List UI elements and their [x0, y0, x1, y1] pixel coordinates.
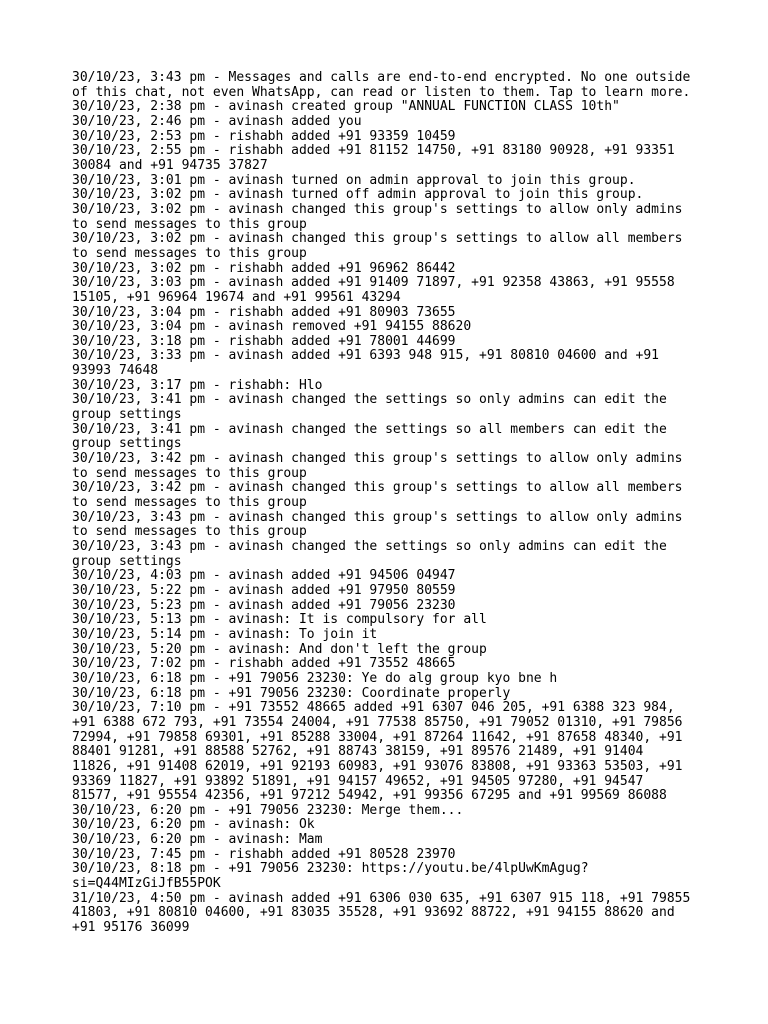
chat-line: 30/10/23, 3:02 pm - avinash turned off admin approval to join this group. [72, 187, 644, 203]
chat-line: 30/10/23, 3:01 pm - avinash turned on admin approval to join this group. [72, 172, 636, 188]
chat-line: 30/10/23, 6:18 pm - +91 79056 23230: Coordinate properly [72, 685, 511, 701]
chat-line: 30/10/23, 6:20 pm - +91 79056 23230: Merge them... [72, 802, 464, 818]
chat-line: 30/10/23, 3:02 pm - rishabh added +91 96962 86442 [72, 260, 456, 276]
chat-line: 30/10/23, 3:41 pm - avinash changed the settings so all members can edit the group settings [72, 421, 675, 452]
chat-line: 30/10/23, 6:20 pm - avinash: Mam [72, 832, 323, 848]
chat-line: 30/10/23, 3:02 pm - avinash changed this group's settings to allow only admins to send messages to this group [72, 201, 691, 232]
chat-export-log [72, 70, 699, 936]
chat-line: 30/10/23, 3:43 pm - avinash changed this group's settings to allow only admins to send messages to this group [72, 509, 691, 540]
chat-line: 30/10/23, 5:13 pm - avinash: It is compulsory for all [72, 612, 487, 628]
chat-line: 30/10/23, 2:46 pm - avinash added you [72, 113, 362, 129]
chat-line: 30/10/23, 6:18 pm - +91 79056 23230: Ye do alg group kyo bne h [72, 670, 558, 686]
chat-line: 30/10/23, 3:02 pm - avinash changed this group's settings to allow all members to send messages to this group [72, 231, 691, 261]
chat-line: 31/10/23, 4:50 pm - avinash added +91 6306 030 635, +91 6307 915 118, +91 79855 41803, +91 80810 04600, +91 83035 35528, +91 93692 88722, +91 94155 88620 and +91 95176 36099 [72, 890, 699, 936]
chat-line: 30/10/23, 2:53 pm - rishabh added +91 93359 10459 [72, 128, 456, 144]
chat-line: 30/10/23, 3:33 pm - avinash added +91 6393 948 915, +91 80810 04600 and +91 93993 74648 [72, 348, 667, 379]
chat-line: 30/10/23, 5:20 pm - avinash: And don't left the group [72, 641, 487, 657]
chat-line: 30/10/23, 3:42 pm - avinash changed this group's settings to allow all members to send messages to this group [72, 480, 691, 511]
chat-line: 30/10/23, 5:23 pm - avinash added +91 79056 23230 [72, 597, 456, 613]
chat-line: 30/10/23, 5:14 pm - avinash: To join it [72, 626, 378, 642]
chat-line: 30/10/23, 3:18 pm - rishabh added +91 78001 44699 [72, 333, 456, 349]
chat-line: 30/10/23, 8:18 pm - +91 79056 23230: https://youtu.be/4lpUwKmAgug?si=Q44MIzGiJfB55POK [72, 861, 589, 892]
chat-line: 30/10/23, 3:04 pm - avinash removed +91 94155 88620 [72, 319, 472, 335]
chat-line: 30/10/23, 7:45 pm - rishabh added +91 80528 23970 [72, 846, 456, 862]
chat-line: 30/10/23, 3:17 pm - rishabh: Hlo [72, 377, 323, 393]
chat-line: 30/10/23, 3:42 pm - avinash changed this group's settings to allow only admins to send messages to this group [72, 451, 691, 481]
chat-line: 30/10/23, 3:41 pm - avinash changed the settings so only admins can edit the group settings [72, 392, 675, 423]
chat-line: 30/10/23, 3:04 pm - rishabh added +91 80903 73655 [72, 304, 456, 320]
chat-line: 30/10/23, 6:20 pm - avinash: Ok [72, 817, 315, 833]
chat-line: 30/10/23, 3:43 pm - avinash changed the settings so only admins can edit the group settings [72, 539, 675, 569]
chat-line: 30/10/23, 3:43 pm - Messages and calls are end-to-end encrypted. No one outside of this chat, not even WhatsApp, can read or listen to them. Tap to learn more. [72, 70, 699, 100]
chat-line: 30/10/23, 2:38 pm - avinash created group "ANNUAL FUNCTION CLASS 10th" [72, 99, 620, 115]
chat-line: 30/10/23, 5:22 pm - avinash added +91 97950 80559 [72, 582, 456, 598]
chat-line: 30/10/23, 2:55 pm - rishabh added +91 81152 14750, +91 83180 90928, +91 93351 30084 and +91 94735 37827 [72, 143, 683, 173]
chat-line: 30/10/23, 7:10 pm - +91 73552 48665 added +91 6307 046 205, +91 6388 323 984, +91 6388 672 793, +91 73554 24004, +91 77538 85750, +91 79052 01310, +91 79856 72994, +91 79858 69301, +91 85288 33004, +91 87264 11642, +91 87658 48340, +91 88401 91281, +91 88588 52762, +91 88743 38159, +91 89576 21489, +91 91404 11826, +91 91408 62019, +91 92193 60983, +91 93076 83808, +91 93363 53503, +91 93369 11827, +91 93892 51891, +91 94157 49652, +91 94505 97280, +91 94547 81577, +91 95554 42356, +91 97212 54942, +91 99356 67295 and +91 99569 86088 [72, 700, 691, 804]
chat-line: 30/10/23, 7:02 pm - rishabh added +91 73552 48665 [72, 656, 456, 672]
chat-line: 30/10/23, 3:03 pm - avinash added +91 91409 71897, +91 92358 43863, +91 95558 15105, +91 96964 19674 and +91 99561 43294 [72, 275, 683, 305]
chat-line: 30/10/23, 4:03 pm - avinash added +91 94506 04947 [72, 568, 456, 584]
